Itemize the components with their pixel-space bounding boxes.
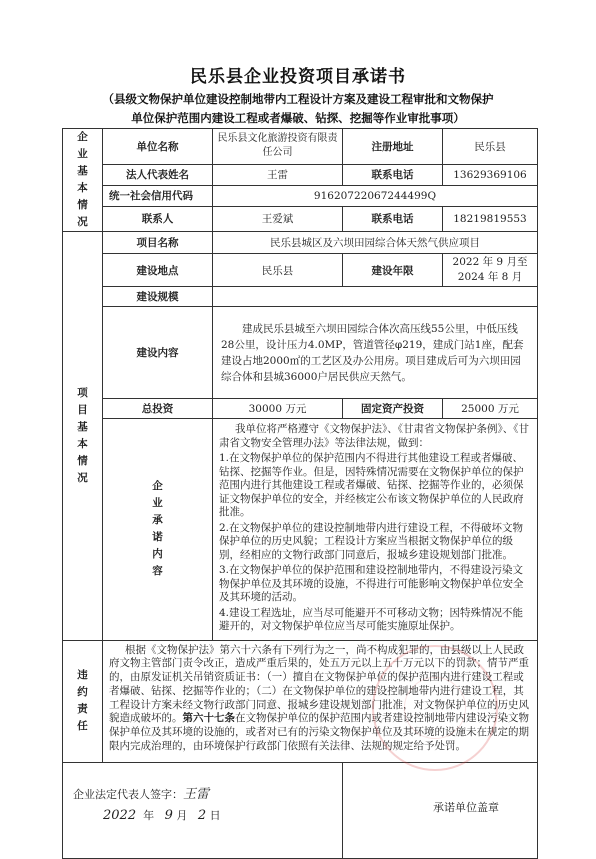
promise-item: 3.在文物保护单位的保护范围和建设控制地带内，不得建设污染文物保护单位及其环境的设施，不得进行可能影响文物保护单位安全及其环境的活动。: [219, 564, 524, 603]
promise-item: 2.在文物保护单位的建设控制地带内进行建设工程，不得破坏文物保护单位的历史风貌；工程设计方案应当根据文物保护单位的级别，经相应的文物行政部门同意后，报城乡建设规划部门批准。: [219, 521, 524, 561]
section-enterprise-label: 企业基本情况: [63, 129, 103, 232]
reg-addr-label: 注册地址: [343, 129, 443, 165]
seal-cell: [343, 762, 538, 858]
promise-item: 1.在文物保护单位的保护范围内不得进行其他建设工程或者爆破、钻探、挖掘等作业。但是，因特殊情况需要在文物保护单位的保护范围内进行其他建设工程或者爆破、钻探、挖掘等作业的，必须保证文物保护单位的安全，并经核定公布该文物保护单位的人民政府批准。: [219, 452, 524, 518]
phone-label: 联系电话: [343, 164, 443, 185]
location-value: 民乐县: [213, 254, 343, 287]
project-name-label: 项目名称: [103, 232, 213, 254]
company-seal: [372, 645, 498, 771]
document-subtitle-line1: （县级文物保护单位建设控制地带内工程设计方案及建设工程审批和文物保护: [102, 92, 494, 106]
phone2-label: 联系电话: [343, 206, 443, 231]
project-name-value: 民乐县城区及六坝田园综合体天然气供应项目: [213, 232, 538, 254]
reg-addr-value: 民乐县: [443, 129, 538, 165]
credit-code-value: 91620722067244499Q: [213, 185, 538, 206]
violation-paragraph-1: 根据《文物保护法》第六十六条有下列行为之一，尚不构成犯罪的，由县级以上人民政府文物主管部门责令改正，造成严重后果的，处五万元以上五十万元以下的罚款；情节严重的，由原发证机关吊销资质证书：（一）擅自在文物保护单位的保护范围内进行建设工程或者爆破、钻探、挖掘等作业的；（二）在文物保护单位的建设控制地带内进行建设工程，其工程设计方案未经文物行政部门同意、报城乡建设规划部门批准，对文物保护单位的历史风貌造成破坏的。第六十七条在文物保护单位的保护范围内或者建设控制地带内建设污染文物保护单位及其环境的设施的，或者对已有的污染文物保护单位及其环境的设施未在规定的期限内完成治理的，由环境保护行政部门依照有关法律、法规的规定给予处罚。: [109, 643, 529, 753]
total-invest-value: 30000 万元: [213, 399, 343, 419]
location-label: 建设地点: [103, 254, 213, 287]
total-invest-label: 总投资: [103, 399, 213, 419]
fixed-invest-value: 25000 万元: [443, 399, 538, 419]
scale-value: [213, 287, 538, 307]
handwritten-signature: 王雷: [183, 786, 210, 802]
content-value: 建成民乐县城至六坝田园综合体次高压线55公里，中低压线28公里，设计压力4.0MP，管道管径φ219，建成门站1座，配套建设占地2000㎡的工艺区及办公用房。项目建成后可为六坝田园综合体和县城36000户居民供应天然气。: [213, 307, 538, 399]
document-subtitle-line2: 单位保护范围内建设工程或者爆破、钻探、挖掘等作业审批事项）: [131, 111, 465, 125]
scale-label: 建设规模: [103, 287, 213, 307]
period-value: 2022 年 9 月至 2024 年 8 月: [443, 254, 538, 287]
document-title: 民乐县企业投资项目承诺书: [190, 67, 406, 87]
period-label: 建设年限: [343, 254, 443, 287]
contact-label: 联系人: [103, 206, 213, 231]
section-promise-label: 企业承诺内容: [103, 419, 213, 641]
promise-content: [213, 419, 538, 641]
promise-item: 4.建设工程选址，应当尽可能避开不可移动文物；因特殊情况不能避开的，对文物保护单位应当尽可能实施原址保护。: [219, 606, 524, 632]
signature-cell: [63, 762, 343, 858]
section-project-label: 项目基本情况: [63, 232, 103, 641]
seal-label: 承诺单位盖章: [433, 800, 499, 814]
unit-name-value: 民乐县文化旅游投资有限责任公司: [213, 129, 343, 165]
contact-value: 王爱斌: [213, 206, 343, 231]
legal-rep-label: 法人代表姓名: [103, 164, 213, 185]
content-label: 建设内容: [103, 307, 213, 399]
signature-date: 2022 年 9 月 2 日: [103, 807, 221, 823]
credit-code-label: 统一社会信用代码: [103, 185, 213, 206]
phone2-value: 18219819553: [443, 206, 538, 231]
fixed-invest-label: 固定资产投资: [343, 399, 443, 419]
unit-name-label: 单位名称: [103, 129, 213, 165]
legal-rep-signature: 企业法定代表人签字：王雷: [73, 786, 210, 802]
legal-rep-value: 王雷: [213, 164, 343, 185]
phone-value: 13629369106: [443, 164, 538, 185]
section-violation-label: 违约责任: [63, 640, 103, 762]
promise-intro: 我单位将严格遵守《文物保护法》、《甘肃省文物保护条例》、《甘肃省文物安全管理办法》等法律法规，做到：: [219, 423, 529, 449]
